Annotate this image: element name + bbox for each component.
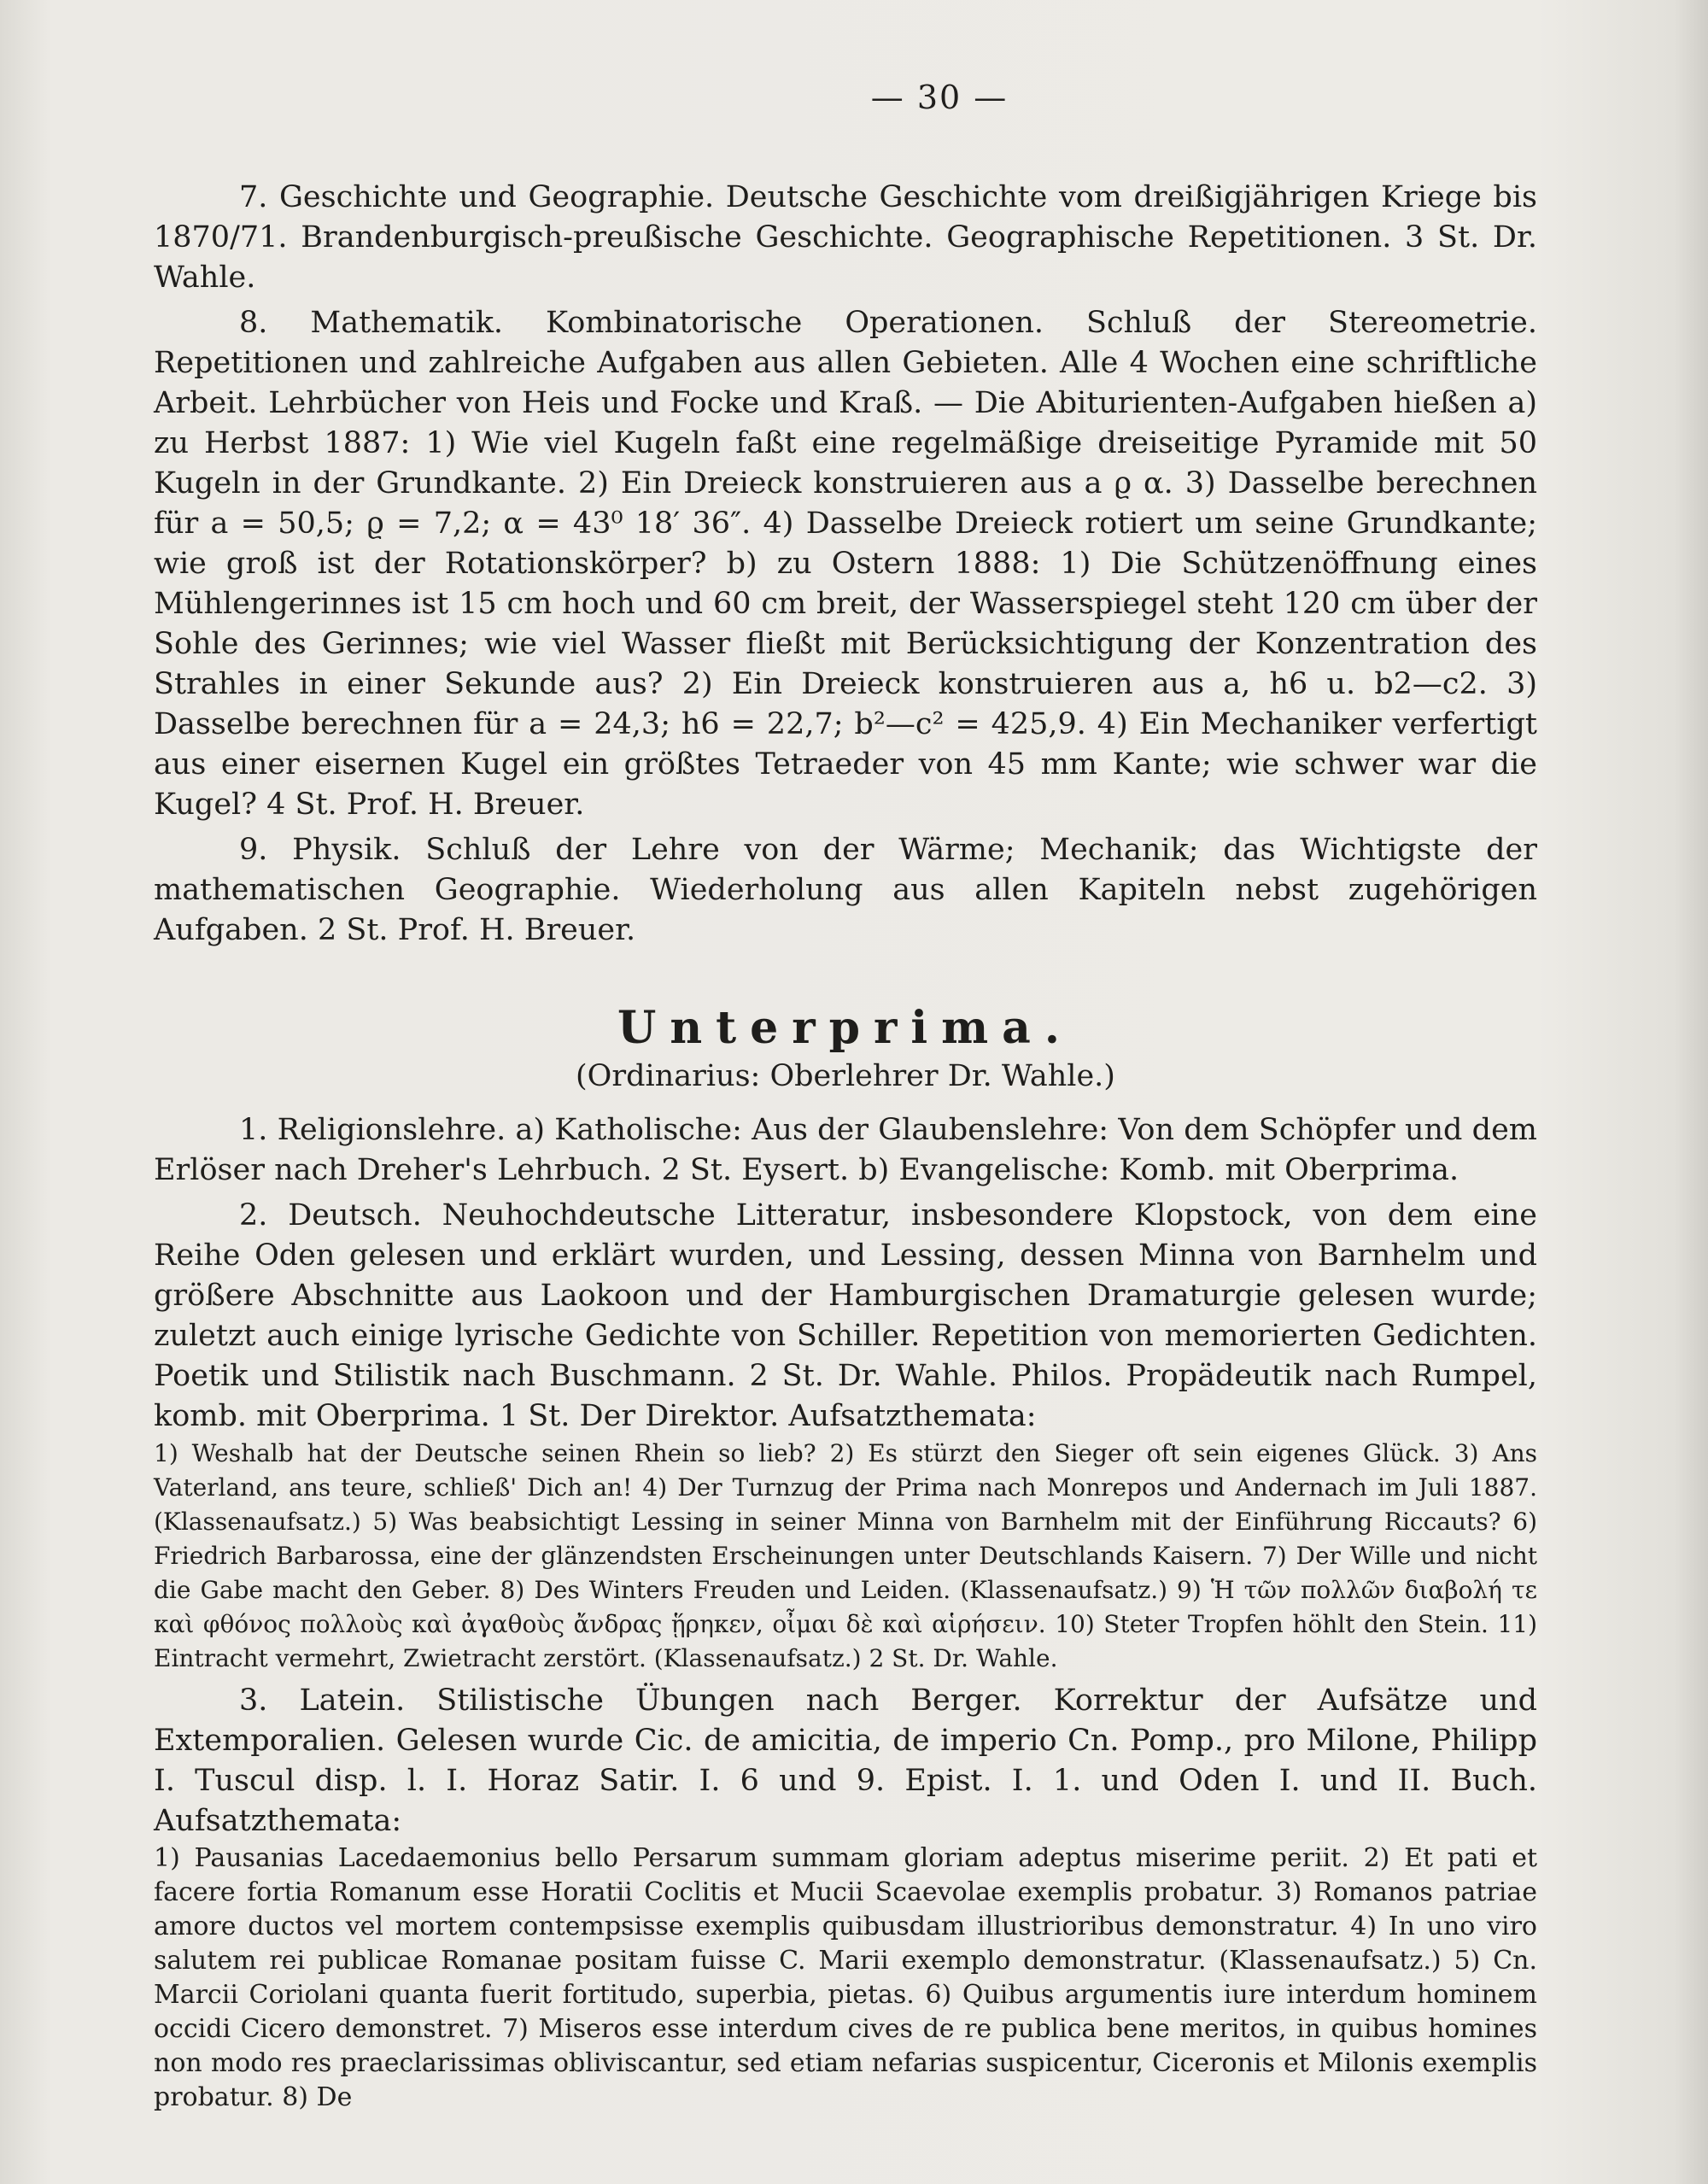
aufsatz-themata-list: 1) Weshalb hat der Deutsche seinen Rhein so lieb? 2) Es stürzt den Sieger oft sein eigenes Glück. 3) Ans Vaterland, ans teure, schließ' Dich an! 4) Der Turnzug der Prima nach Monrepos und Andernach im Juli 1887. (Klassenaufsatz.) 5) Was beabsichtigt Lessing in seiner Minna von Barnhelm mit der Einführung Riccauts? 6) Friedrich Barbarossa, eine der glänzendsten Erscheinungen unter Deutschlands Kaisern. 7) Der Wille und nicht die Gabe macht den Geber. 8) Des Winters Freuden und Leiden. (Klassenaufsatz.) 9) Ἡ τῶν πολλῶν διαβολή τε καὶ φθόνος πολλοὺς καὶ ἀγαθοὺς ἄνδρας ᾕρηκεν, οἶμαι δὲ καὶ αἱρήσειν. 10) Steter Tropfen höhlt den Stein. 11) Eintracht vermehrt, Zwietracht zerstört. (Klassenaufsatz.) 2 St. Dr. Wahle. xyxy=(154,1439,1537,1672)
paragraph-geschichte: 7. Geschichte und Geographie. Deutsche Geschichte vom dreißigjährigen Kriege bis 1870/71. Brandenburgisch-preußische Geschichte. Geographische Repetitionen. 3 St. Dr. Wahle. xyxy=(154,180,1537,295)
page-content xyxy=(154,79,1537,2115)
page-number: — 30 — xyxy=(870,79,1009,116)
paragraph-latein: 3. Latein. Stilistische Übungen nach Berger. Korrektur der Aufsätze und Extemporalien. Gelesen wurde Cic. de amicitia, de imperio Cn. Pomp., pro Milone, Philipp I. Tuscul disp. l. I. Horaz Satir. I. 6 und 9. Epist. I. 1. und Oden I. und II. Buch. Aufsatzthemata: xyxy=(154,1683,1537,1838)
paragraph-deutsch: 2. Deutsch. Neuhochdeutsche Litteratur, insbesondere Klopstock, von dem eine Reihe Oden gelesen und erklärt wurden, und Lessing, dessen Minna von Barnhelm und größere Abschnitte aus Laokoon und der Hamburgischen Dramaturgie gelesen wurde; zuletzt auch einige lyrische Gedichte von Schiller. Repetition von memorierten Gedichten. Poetik und Stilistik nach Buschmann. 2 St. Dr. Wahle. Philos. Propädeutik nach Rumpel, komb. mit Oberprima. 1 St. Der Direktor. Aufsatzthemata: xyxy=(154,1198,1537,1433)
section-title: Unterprima. xyxy=(617,1002,1073,1054)
section-subtitle: (Ordinarius: Oberlehrer Dr. Wahle.) xyxy=(576,1059,1115,1093)
latein-themata-list: 1) Pausanias Lacedaemonius bello Persarum summam gloriam adeptus miserime periit. 2) Et pati et facere fortia Romanum esse Horatii Coclitis et Mucii Scaevolae exemplis probatur. 3) Romanos patriae amore ductos vel mortem contempsisse exemplis quibusdam illustrioribus demonstratur. 4) In uno viro salutem rei publicae Romanae positam fuisse C. Marii exemplo demonstratur. (Klassenaufsatz.) 5) Cn. Marcii Coriolani quanta fuerit fortitudo, superbia, pietas. 6) Quibus argumentis iure interdum hominem occidi Cicero demonstret. 7) Miseros esse interdum cives de re publica bene meritos, in quibus homines non modo res praeclarissimas obliviscantur, sed etiam nefarias suspicentur, Ciceronis et Milonis exemplis probatur. 8) De xyxy=(154,1843,1537,2112)
paragraph-religionslehre: 1. Religionslehre. a) Katholische: Aus der Glaubenslehre: Von dem Schöpfer und dem Erlöser nach Dreher's Lehrbuch. 2 St. Eysert. b) Evangelische: Komb. mit Oberprima. xyxy=(154,1113,1537,1187)
paragraph-mathematik: 8. Mathematik. Kombinatorische Operationen. Schluß der Stereometrie. Repetitionen und zahlreiche Aufgaben aus allen Gebieten. Alle 4 Wochen eine schriftliche Arbeit. Lehrbücher von Heis und Focke und Kraß. — Die Abiturienten-Aufgaben hießen a) zu Herbst 1887: 1) Wie viel Kugeln faßt eine regelmäßige dreiseitige Pyramide mit 50 Kugeln in der Grundkante. 2) Ein Dreieck konstruieren aus a ϱ α. 3) Dasselbe berechnen für a = 50,5; ϱ = 7,2; α = 43⁰ 18′ 36″. 4) Dasselbe Dreieck rotiert um seine Grundkante; wie groß ist der Rotationskörper? b) zu Ostern 1888: 1) Die Schützenöffnung eines Mühlengerinnes ist 15 cm hoch und 60 cm breit, der Wasserspiegel steht 120 cm über der Sohle des Gerinnes; wie viel Wasser fließt mit Berücksichtigung der Konzentration des Strahles in einer Sekunde aus? 2) Ein Dreieck konstruieren aus a, h6 u. b2—c2. 3) Dasselbe berechnen für a = 24,3; h6 = 22,7; b²—c² = 425,9. 4) Ein Mechaniker verfertigt aus einer eisernen Kugel ein größtes Tetraeder von 45 mm Kante; wie schwer war die Kugel? 4 St. Prof. H. Breuer. xyxy=(154,306,1537,822)
paragraph-physik: 9. Physik. Schluß der Lehre von der Wärme; Mechanik; das Wichtigste der mathematischen Geographie. Wiederholung aus allen Kapiteln nebst zugehörigen Aufgaben. 2 St. Prof. H. Breuer. xyxy=(154,833,1537,947)
